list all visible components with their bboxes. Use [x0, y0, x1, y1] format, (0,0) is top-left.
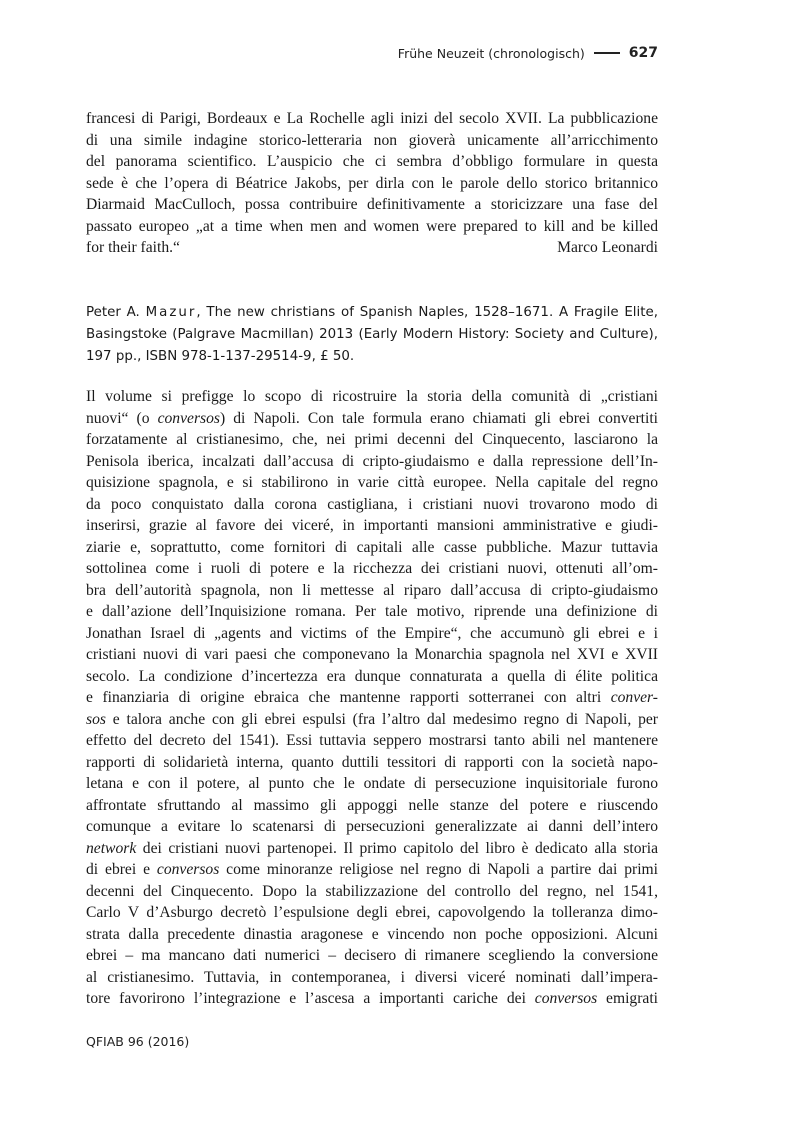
text-line: inserirsi, grazie al favore dei viceré, in importanti mansioni amministrative e giudi-: [86, 517, 658, 534]
text-line: [86, 859, 658, 881]
text-run: come minoranze religiose nel regno di Napoli a partire dai primi: [219, 861, 658, 878]
text-line: letana e con il potere, al punto che le ondate di persecuzione inquisitoriale furono: [86, 775, 658, 792]
author-first-name: Peter A.: [86, 305, 140, 320]
author-surname: Mazur: [145, 305, 197, 320]
review-body: [86, 386, 658, 1010]
book-citation: [86, 302, 658, 367]
text-run: tore favorirono l’integrazione e l’ascesa a importanti cariche dei: [86, 990, 535, 1007]
italic-term: conversos: [156, 861, 220, 878]
citation-line: [86, 302, 658, 324]
text-line: rapporti di solidarietà interna, quanto duttili tessitori di rapporti con la società napo-: [86, 753, 658, 771]
text-line: Il volume si prefigge lo scopo di ricostruire la storia della comunità di „cristiani: [86, 388, 658, 405]
text-line: passato europeo „at a time when men and women were prepared to kill and be killed: [86, 217, 658, 235]
text-line: sottolinea come i ruoli di potere e la ricchezza dei cristiani nuovi, ottenuti all’om-: [86, 560, 658, 577]
page-number: 627: [628, 45, 658, 61]
text-line: ziarie e, soprattutto, come fornitori di capitali alle casse pubbliche. Mazur tuttavia: [86, 538, 658, 556]
text-line: e dall’azione dell’Inquisizione romana. Per tale motivo, riprende una definizione di: [86, 603, 658, 620]
text-run: dei cristiani nuovi partenopei. Il primo capitolo del libro è dedicato alla storia: [136, 839, 658, 857]
text-line: Penisola iberica, incalzati dall’accusa di cripto-giudaismo e dalla repressione dell’In-: [86, 452, 658, 470]
reviewer-signature: Marco Leonardi: [557, 239, 658, 256]
text-run: di ebrei e: [86, 861, 157, 878]
text-line: francesi di Parigi, Bordeaux e La Rochelle agli inizi del secolo XVII. La pubblicazione: [86, 110, 658, 127]
text-line: da poco conquistato dalla corona castigliana, i cristiani nuovi trovarono modo di: [86, 495, 658, 513]
text-line: strata dalla precedente dinastia aragonese e vincendo non poche opposizioni. Alcuni: [86, 925, 658, 943]
running-header: [398, 45, 658, 61]
italic-term: conver-: [610, 689, 658, 706]
text-run: e finanziaria di origine ebraica che mantenne rapporti sotterranei con altri: [86, 689, 611, 706]
text-run: nuovi“ (o: [86, 409, 158, 427]
text-line: secolo. La condizione d’incertezza era dunque connaturata a quella di élite politica: [86, 667, 658, 685]
text-line: sede è che l’opera di Béatrice Jakobs, per dirla con le parole dello storico britannico: [86, 174, 658, 192]
text-line: effetto del decreto del 1541). Essi tuttavia seppero mostrarsi tanto abili nel mantenere: [86, 732, 658, 749]
text-line: al cristianesimo. Tuttavia, in contemporanea, i diversi viceré nominati dall’impera-: [86, 968, 658, 986]
text-line: forzatamente al cristianesimo, che, nei primi decenni del Cinquecento, lasciarono la: [86, 431, 658, 448]
closing-line: [86, 237, 658, 259]
header-rule: [594, 52, 620, 54]
citation-line: 197 pp., ISBN 978-1-137-29514-9, £ 50.: [86, 348, 355, 364]
italic-term: conversos: [534, 990, 598, 1007]
citation-line: Basingstoke (Palgrave Macmillan) 2013 (Early Modern History: Society and Culture),: [86, 326, 658, 342]
text-line: affrontate sfruttando al massimo gli appoggi nelle stanze del potere e riuscendo: [86, 796, 658, 814]
italic-term: sos: [86, 710, 106, 728]
journal-footer: QFIAB 96 (2016): [86, 1034, 190, 1049]
text-line: bra dell’autorità spagnola, non li mettesse al riparo dall’accusa di cripto-giudaismo: [86, 581, 658, 599]
text-line: di una simile indagine storico-letteraria non gioverà unicamente all’arricchimento: [86, 131, 658, 149]
text-line: del panorama scientifico. L’auspicio che ci sembra d’obbligo formulare in questa: [86, 153, 658, 170]
text-run: emigrati: [597, 990, 658, 1007]
text-line: [86, 988, 658, 1010]
book-title: , The new christians of Spanish Naples, 1528–1671. A Fragile Elite,: [196, 305, 658, 320]
text-run: e talora anche con gli ebrei espulsi (fra l’altro dal medesimo regno di Napoli, per: [105, 710, 658, 728]
italic-term: conversos: [157, 409, 220, 427]
text-line: ebrei – ma mancano dati numerici – decisero di rimanere scegliendo la conversione: [86, 947, 658, 964]
text-run: ) di Napoli. Con tale formula erano chiamati gli ebrei convertiti: [219, 409, 658, 427]
text-line: [86, 687, 658, 709]
text-line: comunque a evitare lo scatenarsi di persecuzioni generalizzate ai danni dell’intero: [86, 818, 658, 835]
text-line: [86, 709, 658, 731]
text-line: quisizione spagnola, e si stabilirono in varie città europee. Nella capitale del regno: [86, 474, 658, 491]
text-line: decenni del Cinquecento. Dopo la stabilizzazione del controllo del regno, nel 1541,: [86, 882, 658, 900]
italic-term: network: [86, 839, 137, 857]
text-line: [86, 838, 658, 860]
text-line: for their faith.“: [86, 239, 180, 256]
text-line: Carlo V d’Asburgo decretò l’espulsione degli ebrei, capovolgendo la tolleranza dimo-: [86, 904, 658, 921]
previous-review-ending: [86, 108, 658, 259]
section-title: Frühe Neuzeit (chronologisch): [397, 45, 585, 61]
text-line: cristiani nuovi di vari paesi che componevano la Monarchia spagnola nel XVI e XVII: [86, 646, 658, 663]
text-line: [86, 408, 658, 430]
text-line: Diarmaid MacCulloch, possa contribuire definitivamente a storicizzare una fase del: [86, 196, 658, 213]
text-line: Jonathan Israel di „agents and victims of the Empire“, che accumunò gli ebrei e i: [86, 624, 658, 642]
